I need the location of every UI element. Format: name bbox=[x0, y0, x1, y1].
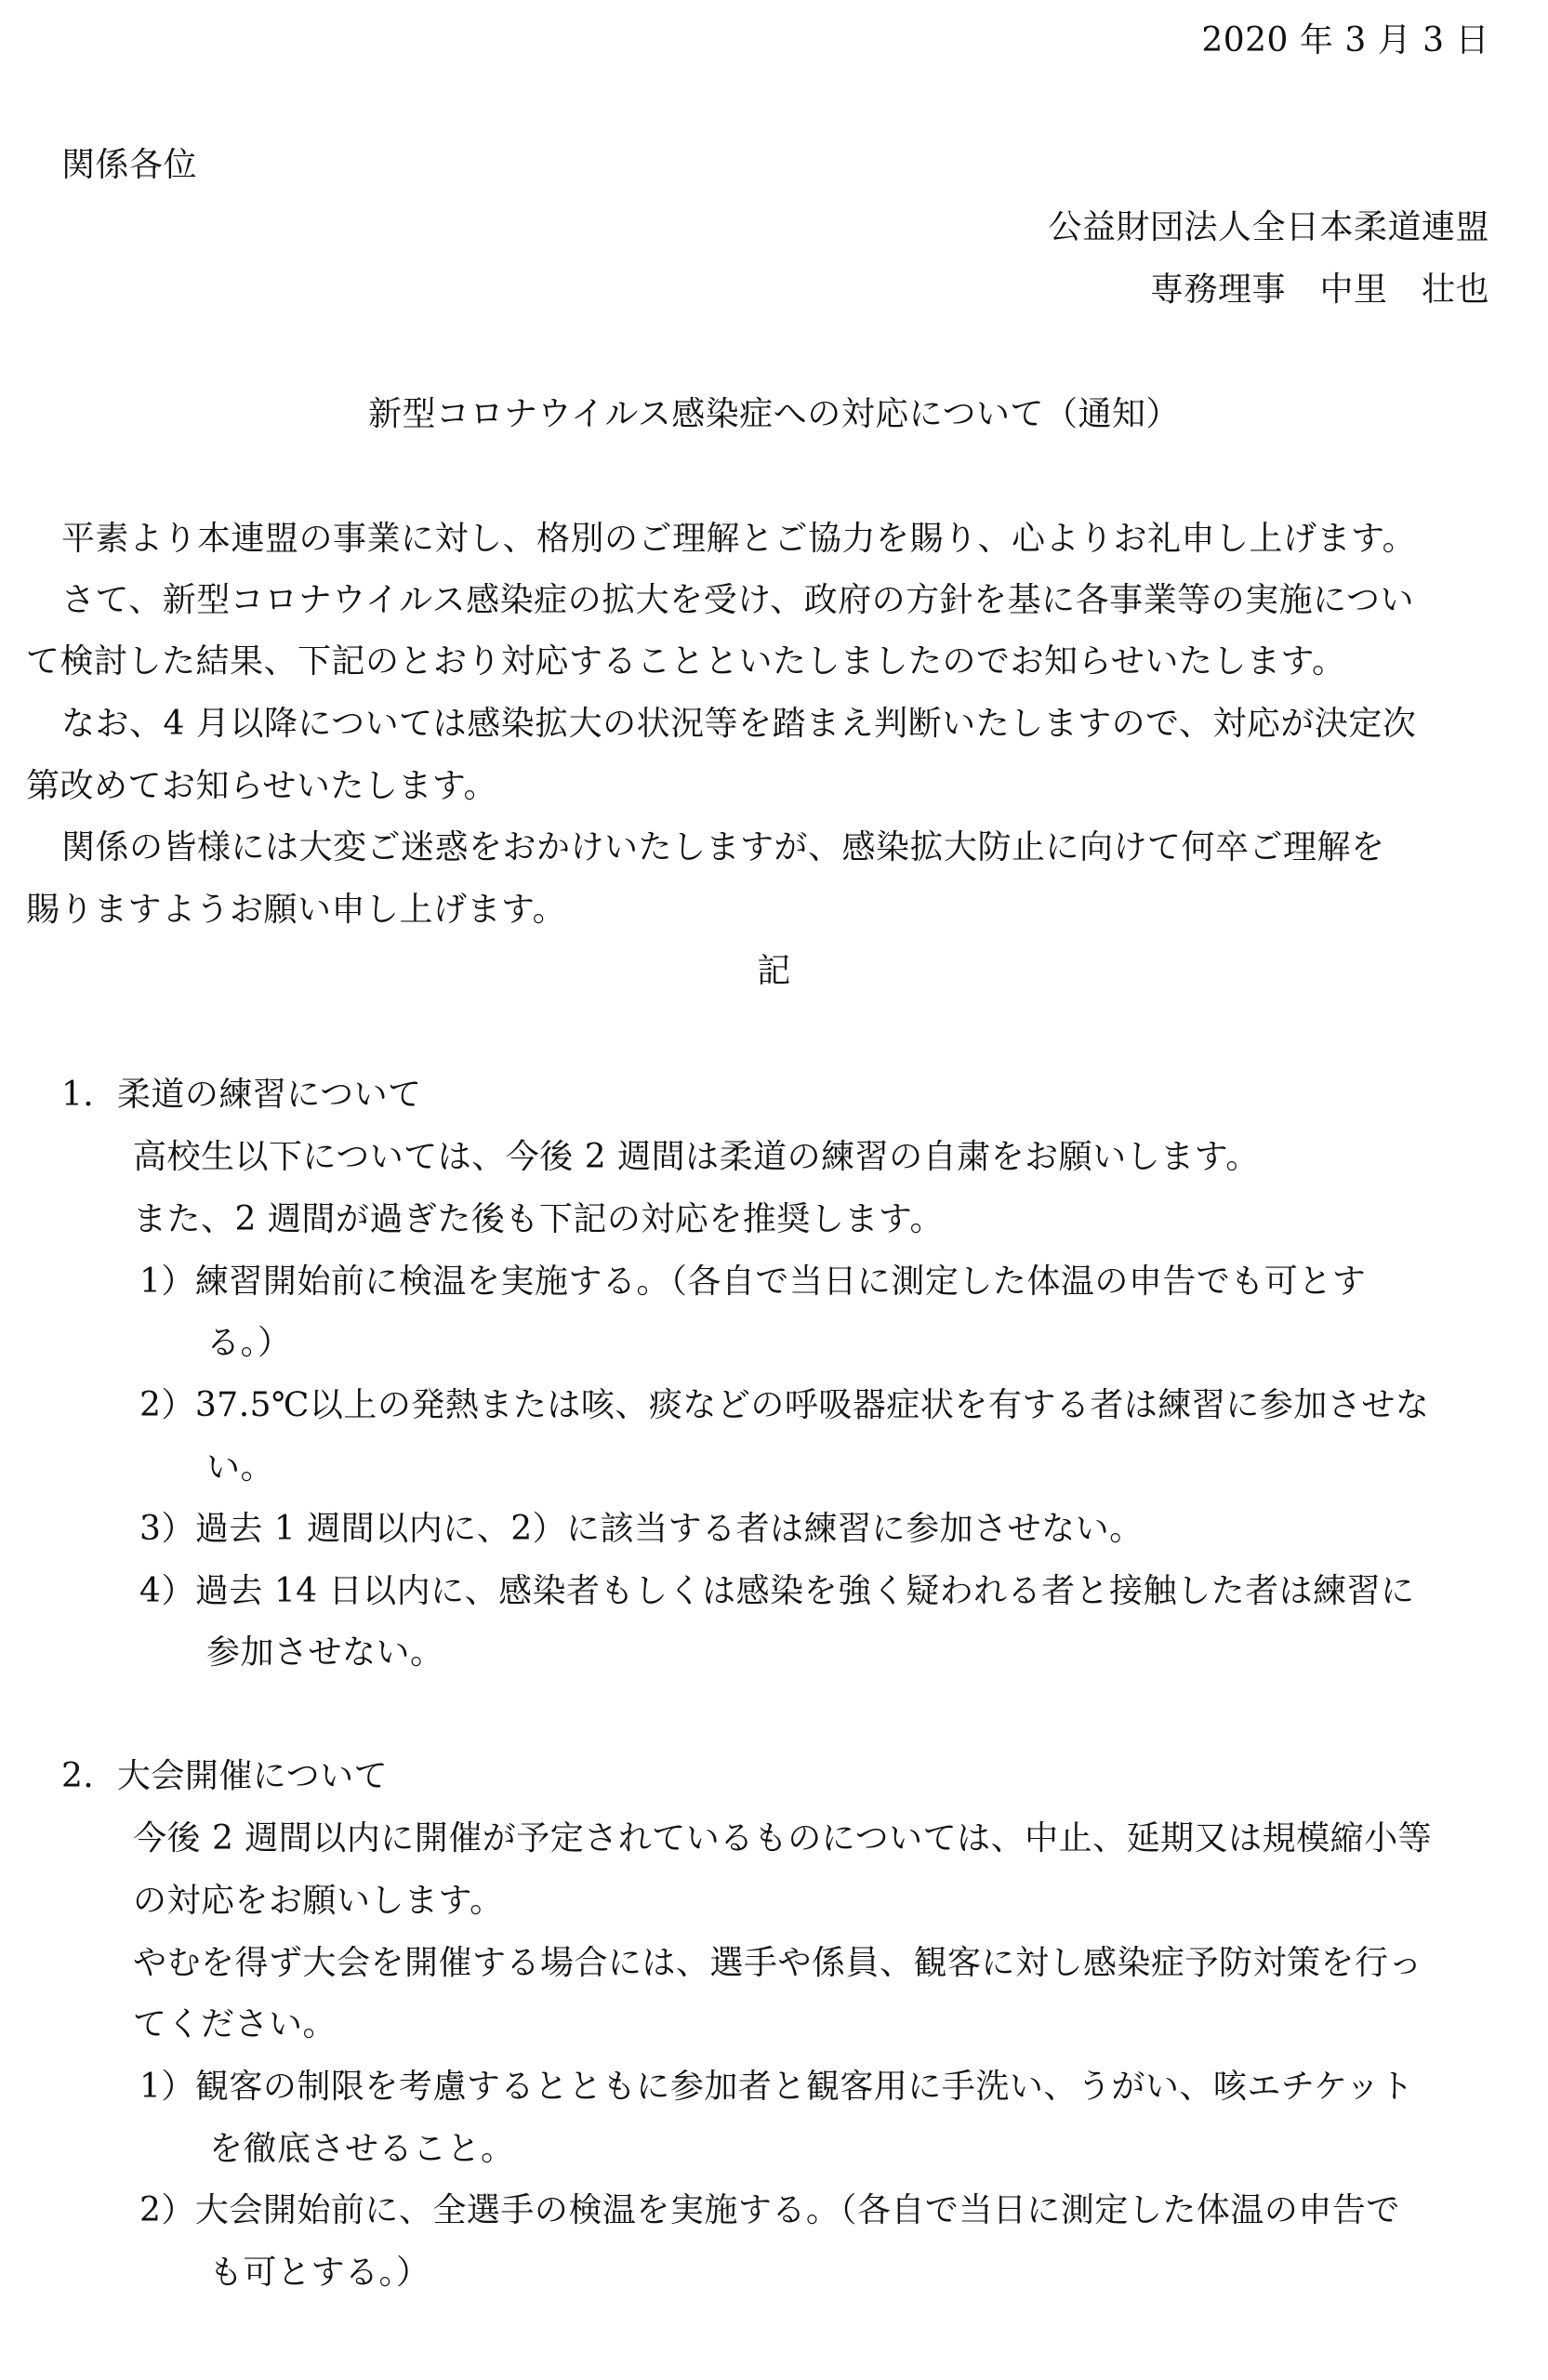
addressee: 関係各位 bbox=[61, 146, 198, 184]
section-1-item-1-line-2: る。） bbox=[206, 1324, 292, 1362]
section-2-item-2-line-2: も可とする。） bbox=[209, 2254, 430, 2292]
section-1-line-1: 高校生以下については、今後 2 週間は柔道の練習の自粛をお願いします。 bbox=[133, 1138, 1260, 1176]
ki-heading: 記 bbox=[757, 952, 791, 990]
section-1-item-4-line-1: 4）過去 14 日以内に、感染者もしくは感染を強く疑われる者と接触した者は練習に bbox=[139, 1572, 1415, 1610]
section-2-line-4: てください。 bbox=[133, 2005, 337, 2043]
intro-paragraph-4-line-2: 賜りますようお願い申し上げます。 bbox=[26, 891, 567, 929]
section-2-item-1-line-1: 1）観客の制限を考慮するとともに参加者と観客用に手洗い、うがい、咳エチケット bbox=[139, 2068, 1414, 2106]
intro-paragraph-2-line-1: さて、新型コロナウイルス感染症の拡大を受け、政府の方針を基に各事業等の実施につい bbox=[61, 581, 1414, 619]
intro-paragraph-2-line-2: て検討した結果、下記のとおり対応することといたしましたのでお知らせいたします。 bbox=[26, 642, 1346, 681]
section-1-line-2: また、2 週間が過ぎた後も下記の対応を推奨します。 bbox=[133, 1200, 944, 1238]
section-2-line-3: やむを得ず大会を開催する場合には、選手や係員、観客に対し感染症予防対策を行っ bbox=[133, 1944, 1423, 1982]
intro-paragraph-4-line-1: 関係の皆様には大変ご迷惑をおかけいたしますが、感染拡大防止に向けて何卒ご理解を bbox=[61, 828, 1385, 866]
section-1-item-4-line-2: 参加させない。 bbox=[206, 1633, 444, 1672]
section-2-line-2: の対応をお願いします。 bbox=[133, 1882, 504, 1920]
intro-paragraph-1: 平素より本連盟の事業に対し、格別のご理解とご協力を賜り、心よりお礼申し上げます。 bbox=[61, 520, 1417, 558]
intro-paragraph-3-line-1: なお、4 月以降については感染拡大の状況等を踏まえ判断いたしますので、対応が決定次 bbox=[61, 705, 1417, 743]
section-1-item-1-line-1: 1）練習開始前に検温を実施する。（各自で当日に測定した体温の申告でも可とす bbox=[139, 1263, 1367, 1301]
section-1-heading: 1．柔道の練習について bbox=[61, 1076, 422, 1114]
document-title: 新型コロナウイルス感染症への対応について（通知） bbox=[367, 395, 1181, 433]
document-date: 2020 年 3 月 3 日 bbox=[1201, 21, 1489, 60]
sender-organization: 公益財団法人全日本柔道連盟 bbox=[1048, 208, 1489, 246]
section-1-item-2-line-2: い。 bbox=[206, 1448, 275, 1487]
intro-paragraph-3-line-2: 第改めてお知らせいたします。 bbox=[26, 767, 498, 805]
section-1-item-2-line-1: 2）37.5℃以上の発熱または咳、痰などの呼吸器症状を有する者は練習に参加させな bbox=[139, 1386, 1430, 1424]
section-2-line-1: 今後 2 週間以内に開催が予定されているものについては、中止、延期又は規模縮小等 bbox=[133, 1819, 1433, 1858]
sender-person: 専務理事 中里 壮也 bbox=[1149, 271, 1489, 309]
section-2-item-1-line-2: を徹底させること。 bbox=[209, 2130, 515, 2168]
section-2-heading: 2．大会開催について bbox=[61, 1757, 389, 1795]
section-1-item-3-line-1: 3）過去 1 週間以内に、2）に該当する者は練習に参加させない。 bbox=[139, 1510, 1144, 1548]
section-2-item-2-line-1: 2）大会開始前に、全選手の検温を実施する。（各自で当日に測定した体温の申告で bbox=[139, 2191, 1400, 2229]
